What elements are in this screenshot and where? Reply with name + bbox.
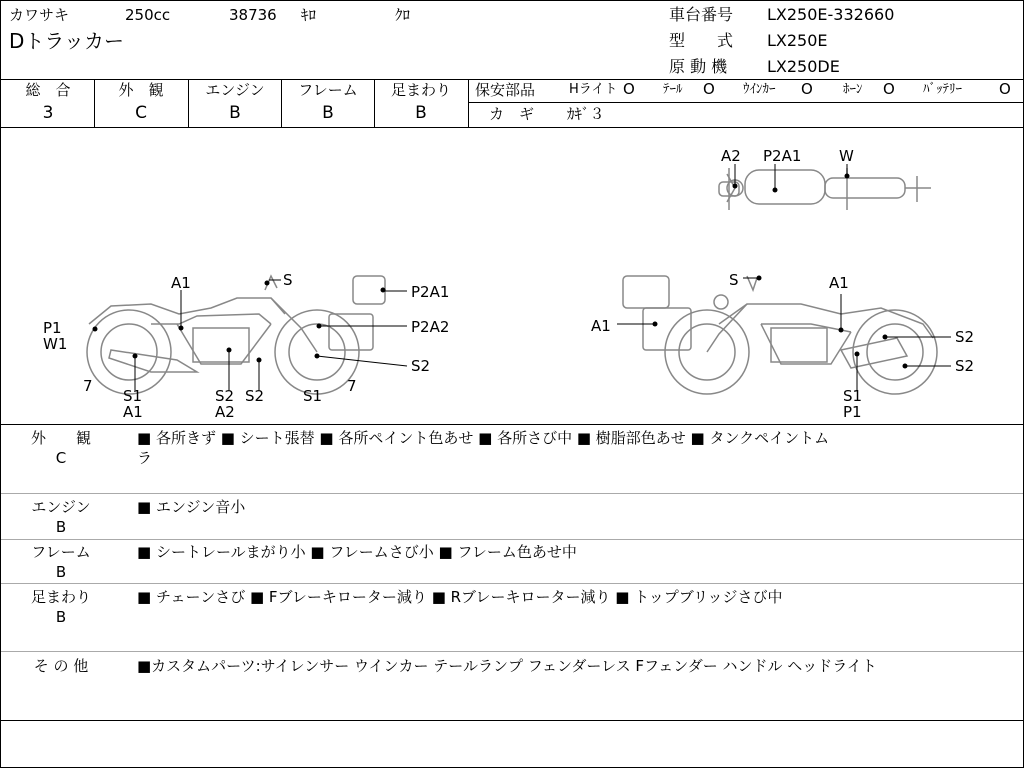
safety-item-horn: ﾎｰﾝ: [843, 82, 863, 97]
safety-item-headlight: Hライト: [569, 82, 618, 97]
grade-label-overall: 総 合: [25, 81, 71, 99]
label-a1: A1: [171, 274, 191, 292]
label-s1: S1: [303, 387, 323, 405]
mileage: 38736: [229, 6, 277, 24]
label-p2a2: P2A2: [411, 318, 450, 336]
damage-diagram: [1, 128, 1023, 424]
condition-text-engine: ■ エンジン音小: [137, 498, 246, 516]
label-w: W: [839, 147, 854, 165]
label-s2: S2: [245, 387, 265, 405]
label-a2: A2: [215, 403, 235, 421]
condition-label-other: そ の 他: [33, 657, 89, 675]
label-s: S: [729, 271, 739, 289]
mileage-unit: ｷﾛ: [301, 6, 317, 24]
condition-label-frame: フレーム B: [31, 543, 91, 581]
motorcycle-right-view-icon: [623, 276, 937, 394]
label-w1: W1: [43, 335, 68, 353]
divider: [1, 424, 1023, 425]
label-s1: S1: [843, 387, 863, 405]
safety-item-winker: ｳｲﾝｶｰ: [743, 82, 776, 97]
motorcycle-top-view-icon: [719, 168, 931, 210]
divider: [1, 720, 1023, 721]
grade-label-exterior: 外 観: [118, 81, 164, 99]
key-value: ｶｷﾞ３: [567, 105, 605, 123]
type-label: 型 式: [669, 31, 734, 50]
safety-mark-battery: O: [999, 80, 1011, 98]
safety-mark-horn: O: [883, 80, 895, 98]
label-p1: P1: [43, 319, 62, 337]
model-name: Dトラッカー: [9, 29, 125, 53]
grade-label-frame: フレーム: [298, 81, 358, 99]
condition-text-other: ■カスタムパーツ:サイレンサー ウインカー テールランプ フェンダーレス Fフェンダー ハンドル ヘッドライト: [137, 657, 877, 675]
label-s2: S2: [215, 387, 235, 405]
grade-value-frame: B: [322, 103, 334, 123]
label-7: 7: [83, 377, 93, 395]
label-p1: P1: [843, 403, 862, 421]
frame-no-label: 車台番号: [669, 5, 734, 24]
condition-text-suspension: ■ チェーンさび ■ Fブレーキローター減り ■ Rブレーキローター減り ■ トップブリッジさび中: [137, 588, 783, 606]
color: ｸﾛ: [395, 6, 411, 24]
divider: [468, 102, 1023, 103]
condition-label-suspension: 足まわり B: [30, 588, 91, 626]
safety-item-battery: ﾊﾞｯﾃﾘｰ: [923, 82, 962, 97]
label-a1: A1: [829, 274, 849, 292]
divider: [1, 583, 1023, 584]
safety-mark-headlight: O: [623, 80, 635, 98]
frame-no: LX250E-332660: [767, 5, 895, 24]
maker: カワサキ: [9, 6, 70, 24]
label-a2: A2: [721, 147, 741, 165]
type-value: LX250E: [767, 31, 828, 50]
divider: [1, 493, 1023, 494]
divider: [1, 539, 1023, 540]
grade-value-suspension: B: [415, 103, 427, 123]
label-p2a1: P2A1: [411, 283, 450, 301]
label-s1: S1: [123, 387, 143, 405]
key-label: カ ギ: [489, 105, 535, 123]
grade-value-exterior: C: [135, 103, 147, 123]
label-s2: S2: [955, 357, 975, 375]
label-s2: S2: [955, 328, 975, 346]
condition-label-exterior: 外 観 C: [30, 429, 91, 467]
divider: [1, 651, 1023, 652]
label-s2: S2: [411, 357, 431, 375]
engine-value: LX250DE: [767, 57, 840, 76]
motorcycle-left-view-icon: [87, 276, 385, 394]
grade-label-suspension: 足まわり: [390, 81, 451, 99]
label-7: 7: [347, 377, 357, 395]
condition-label-engine: エンジン B: [31, 498, 91, 536]
divider: [468, 79, 469, 127]
label-a1: A1: [591, 317, 611, 335]
label-s: S: [283, 271, 293, 289]
condition-text-frame: ■ シートレールまがり小 ■ フレームさび小 ■ フレーム色あせ中: [137, 543, 577, 561]
safety-label: 保安部品: [475, 81, 536, 99]
displacement: 250cc: [125, 6, 171, 24]
safety-mark-tail: O: [703, 80, 715, 98]
condition-text-exterior: ■ 各所きず ■ シート張替 ■ 各所ペイント色あせ ■ 各所さび中 ■ 樹脂部色あせ ■ タンクペイントム ラ: [137, 429, 830, 467]
engine-label: 原 動 機: [669, 57, 728, 76]
divider: [1, 79, 1023, 80]
label-p2a1: P2A1: [763, 147, 802, 165]
safety-mark-winker: O: [801, 80, 813, 98]
grade-value-overall: 3: [42, 103, 54, 123]
safety-item-tail: ﾃｰﾙ: [663, 82, 683, 97]
grade-label-engine: エンジン: [205, 81, 265, 99]
label-a1: A1: [123, 403, 143, 421]
grade-value-engine: B: [229, 103, 241, 123]
